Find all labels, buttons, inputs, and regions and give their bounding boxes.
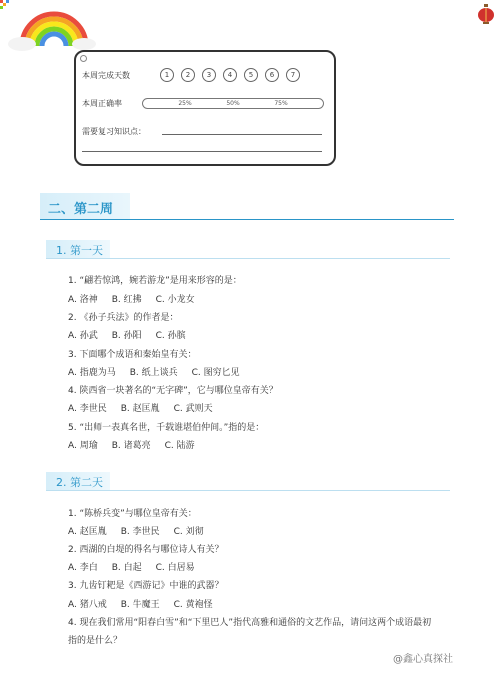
option[interactable]: C. 黄袍怪 (173, 600, 213, 610)
option[interactable]: A. 李世民 (68, 404, 107, 414)
option[interactable]: A. 赵匡胤 (68, 527, 107, 537)
option[interactable]: B. 孙阳 (111, 331, 142, 341)
accuracy-label: 本周正确率 (82, 99, 122, 108)
day-circle[interactable]: 6 (265, 68, 279, 82)
review-points-label: 需要复习知识点： (82, 127, 146, 136)
question: 2. 西湖的白堤的得名与哪位诗人有关？ (68, 545, 224, 555)
watermark: @鑫心真探社 (393, 654, 453, 665)
question: 4. 陕西省一块著名的“无字碑”，它与哪位皇帝有关？ (68, 386, 278, 396)
section-title: 二、第二周 (40, 193, 130, 219)
option[interactable]: C. 小龙女 (155, 295, 195, 305)
question-continued: 指的是什么？ (68, 636, 123, 646)
day-circles (160, 68, 300, 82)
options (68, 597, 213, 610)
option[interactable]: A. 孙武 (68, 331, 98, 341)
accuracy-mark: 75% (274, 100, 288, 107)
review-line[interactable] (82, 151, 322, 152)
question: 3. 九齿钉耙是《西游记》中谁的武器？ (68, 581, 224, 591)
accuracy-mark: 25% (178, 100, 192, 107)
options (68, 524, 204, 537)
accuracy-bar[interactable] (142, 98, 324, 109)
question: 4. 现在我们常用“阳春白雪”和“下里巴人”指代高雅和通俗的文艺作品，请问这两个成语最初 (68, 618, 432, 628)
question: 1. “翩若惊鸿，婉若游龙”是用来形容的是： (68, 276, 242, 286)
binder-ring (80, 55, 87, 62)
day-circle[interactable]: 4 (223, 68, 237, 82)
option[interactable]: B. 李世民 (120, 527, 160, 537)
option[interactable]: C. 陆游 (164, 441, 195, 451)
lantern-icon (477, 4, 495, 26)
option[interactable]: C. 武则天 (173, 404, 213, 414)
option[interactable]: A. 猪八戒 (68, 600, 107, 610)
day1-title: 1. 第一天 (46, 240, 110, 258)
day-circle[interactable]: 3 (202, 68, 216, 82)
accuracy-mark: 50% (226, 100, 240, 107)
completed-days-label: 本周完成天数 (82, 71, 130, 80)
weekly-tracker-card (74, 50, 336, 166)
question: 2. 《孙子兵法》的作者是： (68, 313, 179, 323)
options (68, 328, 186, 341)
day-circle[interactable]: 7 (286, 68, 300, 82)
options (68, 365, 240, 378)
option[interactable]: C. 白居易 (155, 563, 195, 573)
day-circle[interactable]: 2 (181, 68, 195, 82)
question: 5. “出师一表真名世，千载谁堪伯仲间。”指的是： (68, 423, 265, 433)
day2-divider (46, 490, 450, 491)
option[interactable]: C. 孙膑 (155, 331, 186, 341)
option[interactable]: A. 周瑜 (68, 441, 98, 451)
option[interactable]: B. 白起 (111, 563, 142, 573)
options (68, 401, 213, 414)
option[interactable]: B. 纸上谈兵 (129, 368, 178, 378)
option[interactable]: B. 牛魔王 (120, 600, 160, 610)
option[interactable]: A. 李白 (68, 563, 98, 573)
option[interactable]: B. 诸葛亮 (111, 441, 151, 451)
day1-divider (46, 258, 450, 259)
option[interactable]: A. 洛神 (68, 295, 98, 305)
review-line[interactable] (162, 134, 322, 135)
options (68, 438, 195, 451)
options (68, 292, 195, 305)
option[interactable]: A. 指鹿为马 (68, 368, 116, 378)
option[interactable]: C. 刘彻 (173, 527, 204, 537)
section-divider (40, 219, 454, 220)
day-circle[interactable]: 5 (244, 68, 258, 82)
day2-title: 2. 第二天 (46, 472, 110, 490)
option[interactable]: B. 赵匡胤 (120, 404, 160, 414)
option[interactable]: C. 图穷匕见 (191, 368, 240, 378)
rainbow-cloud-decoration (0, 0, 100, 52)
day-circle[interactable]: 1 (160, 68, 174, 82)
question: 1. “陈桥兵变”与哪位皇帝有关： (68, 509, 197, 519)
options (68, 560, 195, 573)
option[interactable]: B. 红拂 (111, 295, 142, 305)
question: 3. 下面哪个成语和秦始皇有关： (68, 350, 197, 360)
